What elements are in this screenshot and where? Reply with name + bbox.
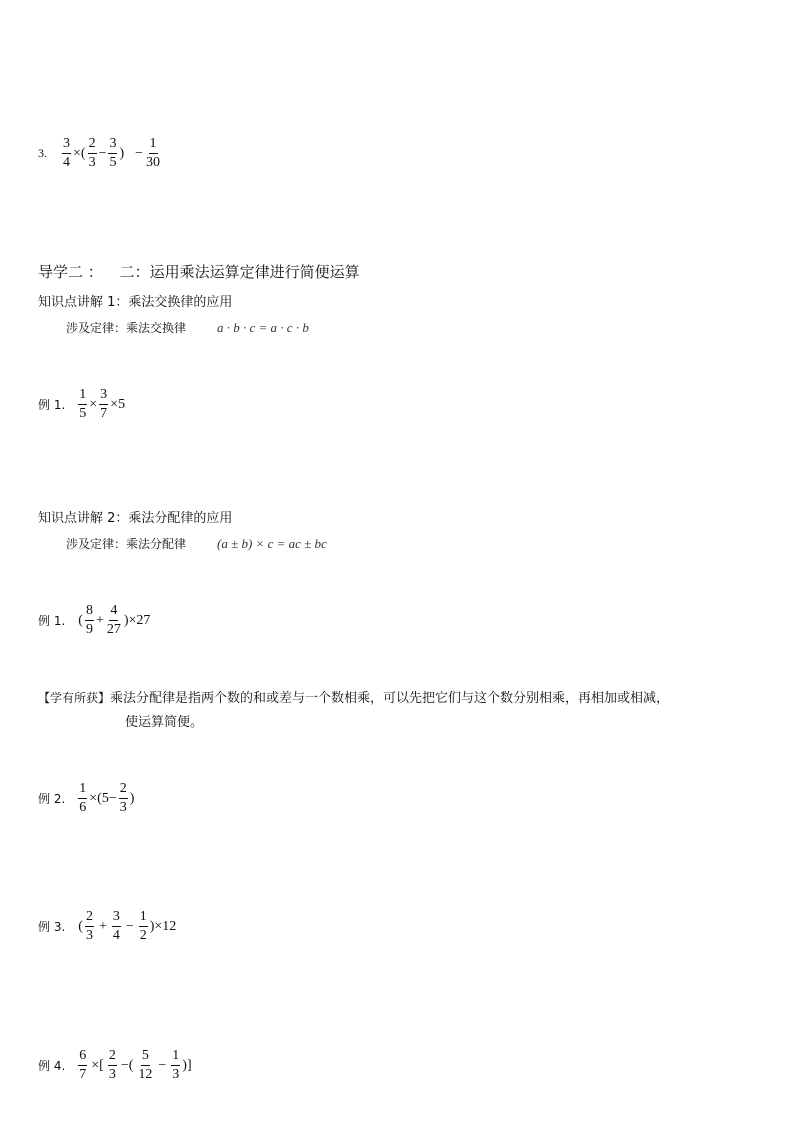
fraction <box>88 137 97 170</box>
numerator: 3 <box>112 910 121 927</box>
section-heading <box>38 261 360 282</box>
operator: −( <box>120 1057 134 1073</box>
example-2 <box>38 782 135 815</box>
fraction <box>62 137 71 170</box>
denominator: 3 <box>172 1067 180 1082</box>
example-1-commutative <box>38 388 126 421</box>
denominator: 3 <box>119 800 127 815</box>
denominator: 3 <box>108 1067 116 1082</box>
operator: − <box>98 145 107 161</box>
operator: )×27 <box>123 612 151 628</box>
section-prefix: 导学二 ： <box>38 263 103 281</box>
operator: ) <box>129 790 135 806</box>
numerator: 3 <box>99 388 108 405</box>
numerator: 3 <box>62 137 71 154</box>
knowledge-point-2-title: 知识点讲解 2：乘法分配律的应用 <box>38 511 233 526</box>
law-label-2: 涉及定律：乘法分配律 <box>66 537 187 551</box>
numerator: 6 <box>78 1049 87 1066</box>
numerator: 2 <box>88 137 97 154</box>
operator: ×(5− <box>89 790 117 806</box>
example-label: 例 4. <box>38 1059 66 1073</box>
operator: ×5 <box>110 396 126 412</box>
problem-3 <box>38 137 162 170</box>
denominator: 4 <box>112 928 120 943</box>
fraction <box>171 1049 180 1082</box>
operator: ( <box>78 612 83 628</box>
denominator: 30 <box>146 155 161 170</box>
fraction <box>78 782 87 815</box>
example-label: 例 3. <box>38 920 66 934</box>
problem-number: 3. <box>38 146 47 160</box>
numerator: 1 <box>149 137 158 154</box>
denominator: 3 <box>88 155 96 170</box>
fraction <box>139 910 148 943</box>
summary-text: 乘法分配律是指两个数的和或差与一个数相乘，可以先把它们与这个数分别相乘，再相加或相减， <box>110 691 670 706</box>
fraction <box>108 1049 117 1082</box>
operator: ×[ <box>91 1057 104 1073</box>
operator: + <box>95 612 104 628</box>
numerator: 2 <box>119 782 128 799</box>
example-1-distributive <box>38 604 151 637</box>
law-label-1: 涉及定律：乘法交换律 <box>66 321 187 335</box>
example-4 <box>38 1049 193 1082</box>
numerator: 2 <box>85 910 94 927</box>
example-3 <box>38 910 177 943</box>
denominator: 2 <box>139 928 147 943</box>
operator: )×12 <box>149 918 177 934</box>
law-formula-2: (a ± b) × c = ac ± bc <box>217 536 327 551</box>
denominator: 5 <box>79 406 87 421</box>
example-label: 例 1. <box>38 614 66 628</box>
fraction <box>99 388 108 421</box>
fraction <box>112 910 121 943</box>
fraction <box>78 388 87 421</box>
summary-tag: 【学有所获】 <box>38 691 111 705</box>
numerator: 4 <box>109 604 118 621</box>
fraction <box>108 137 117 170</box>
operator: ×( <box>73 145 86 161</box>
denominator: 5 <box>109 155 117 170</box>
fraction <box>119 782 128 815</box>
fraction <box>85 604 94 637</box>
numerator: 8 <box>85 604 94 621</box>
section-title: 二：运用乘法运算定律进行简便运算 <box>119 263 360 281</box>
numerator: 2 <box>108 1049 117 1066</box>
numerator: 3 <box>108 137 117 154</box>
operator: ) <box>119 145 125 161</box>
denominator: 12 <box>138 1067 153 1082</box>
knowledge-point-1-title: 知识点讲解 1：乘法交换律的应用 <box>38 295 233 310</box>
operator: × <box>89 396 98 412</box>
numerator: 1 <box>171 1049 180 1066</box>
numerator: 5 <box>141 1049 150 1066</box>
example-label: 例 2. <box>38 792 66 806</box>
operator: − <box>125 918 134 934</box>
denominator: 4 <box>63 155 70 170</box>
operator: − <box>135 145 144 161</box>
numerator: 1 <box>78 388 87 405</box>
fraction <box>137 1049 153 1082</box>
denominator: 6 <box>79 800 87 815</box>
fraction <box>106 604 122 637</box>
numerator: 1 <box>139 910 148 927</box>
numerator: 1 <box>78 782 87 799</box>
summary-line-2: 使运算简便。 <box>125 715 204 730</box>
law-formula-1: a · b · c = a · c · b <box>217 320 309 335</box>
operator: ( <box>78 918 83 934</box>
denominator: 7 <box>100 406 108 421</box>
denominator: 3 <box>85 928 93 943</box>
denominator: 27 <box>106 622 121 637</box>
denominator: 7 <box>79 1067 87 1082</box>
operator: )] <box>182 1057 192 1073</box>
summary-line-1 <box>38 686 669 711</box>
operator: − <box>158 1057 167 1073</box>
example-label: 例 1. <box>38 398 66 412</box>
denominator: 9 <box>85 622 93 637</box>
operator: + <box>98 918 107 934</box>
fraction <box>85 910 94 943</box>
fraction <box>145 137 161 170</box>
fraction <box>78 1049 87 1082</box>
